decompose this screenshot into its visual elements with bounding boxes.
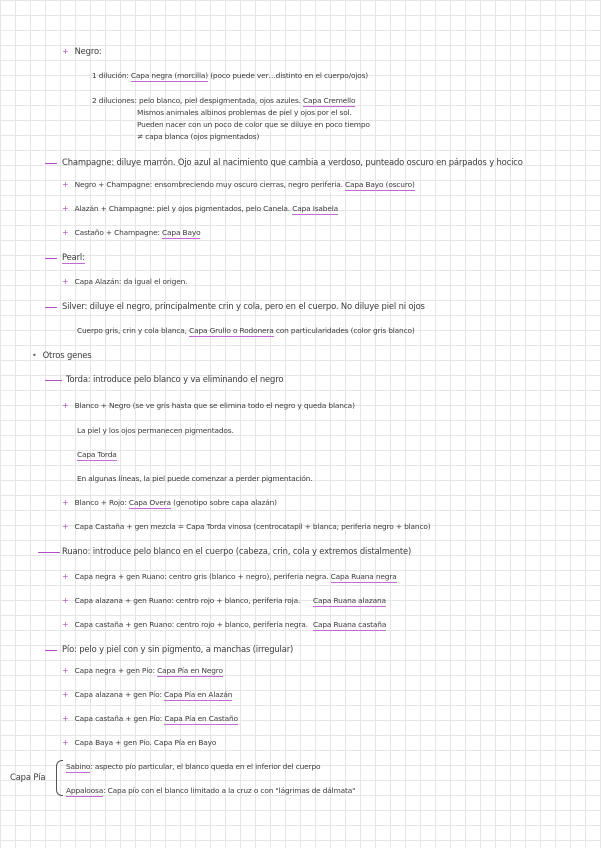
ruano-castana-line bbox=[62, 620, 308, 630]
capa-pia-label: Capa Pía bbox=[10, 772, 46, 782]
ruano-alazana-line bbox=[62, 596, 300, 606]
ruano-alazana-text: Capa alazana + gen Ruano: centro rojo + blanco, periferia roja. bbox=[74, 596, 301, 605]
dilucion2-line4: ≠ capa blanca (ojos pigmentados) bbox=[137, 132, 260, 141]
alazan-champagne-text: Alazán + Champagne: piel y ojos pigmentados, pelo Canela. bbox=[74, 204, 290, 213]
dilucion2-line bbox=[92, 96, 355, 106]
silver-sub-line bbox=[77, 326, 415, 336]
bullet-icon: + bbox=[62, 714, 69, 723]
ruano-line: Ruano: introduce pelo blanco en el cuerpo (cabeza, crin, cola y extremos distalmente) bbox=[62, 546, 412, 556]
pio-negra-line bbox=[62, 666, 223, 676]
pio-castana-highlight: Capa Pía en Castaño bbox=[164, 714, 238, 723]
torda-highlight-line bbox=[77, 450, 117, 460]
silver-line: Silver: diluye el negro, principalmente crin y cola, pero en el cuerpo. No diluye piel ni ojos bbox=[62, 301, 425, 311]
dot-bullet-icon: • bbox=[32, 351, 37, 360]
otros-genes-title: Otros genes bbox=[42, 350, 92, 360]
dash-marker bbox=[45, 258, 57, 259]
pio-castana-text: Capa castaña + gen Pío: bbox=[74, 714, 163, 723]
pearl-title: Pearl: bbox=[62, 252, 85, 262]
torda-rojo-rest: (genotipo sobre capa alazán) bbox=[173, 498, 277, 507]
dilucion1-label: 1 dilución: bbox=[92, 71, 129, 80]
pio-baya-text: Capa Baya + gen Pío. Capa Pía en Bayo bbox=[74, 738, 217, 747]
dilucion1-rest: (poco puede ver…distinto en el cuerpo/ojos) bbox=[210, 71, 369, 80]
bullet-icon: + bbox=[62, 401, 69, 410]
ruano-castana-text: Capa castaña + gen Ruano: centro rojo + blanco, periferia negra. bbox=[74, 620, 308, 629]
bullet-icon: + bbox=[62, 277, 69, 286]
pearl-sub-line bbox=[62, 277, 187, 287]
bullet-icon: + bbox=[62, 690, 69, 699]
torda-castano-text: Capa Castaña + gen mezcla = Capa Torda vinosa (centrocatapil + blanca; periferia negro + blanco) bbox=[74, 522, 431, 531]
castano-champagne-highlight: Capa Bayo bbox=[162, 228, 201, 237]
dilucion2-label: 2 diluciones: bbox=[92, 96, 137, 105]
ruano-alazana-highlight: Capa Ruana alazana bbox=[313, 596, 386, 605]
negro-champagne-line bbox=[62, 180, 415, 190]
sabino-line bbox=[66, 762, 320, 772]
bullet-icon: + bbox=[62, 596, 69, 605]
dash-marker bbox=[45, 380, 62, 381]
dash-marker bbox=[45, 163, 57, 164]
ruano-negra-highlight: Capa Ruana negra bbox=[330, 572, 397, 581]
negro-champagne-text: Negro + Champagne: ensombreciendo muy oscuro cierras, negro periferia. bbox=[74, 180, 343, 189]
champagne-line: Champagne: diluye marrón. Ojo azul al nacimiento que cambia a verdoso, punteado oscuro en párpados y hocico bbox=[62, 157, 523, 167]
pearl-sub-text: Capa Alazán: da igual el origen. bbox=[74, 277, 188, 286]
torda-highlight: Capa Torda bbox=[77, 450, 117, 459]
negro-heading bbox=[62, 46, 102, 57]
appaloosa-text: : Capa pío con el blanco limitado a la cruz o con "lágrimas de dálmata" bbox=[103, 786, 356, 795]
pearl-line bbox=[62, 252, 85, 262]
silver-sub-rest: con particularidades (color gris blanco) bbox=[275, 326, 415, 335]
torda-rojo-highlight: Capa Overa bbox=[128, 498, 171, 507]
torda-line1 bbox=[62, 401, 355, 411]
ruano-alazana-hl-line bbox=[313, 596, 386, 606]
bullet-icon: + bbox=[62, 666, 69, 675]
alazan-champagne-highlight: Capa Isabela bbox=[292, 204, 339, 213]
ruano-negra-text: Capa negra + gen Ruano: centro gris (blanco + negro), periferia negra. bbox=[74, 572, 329, 581]
dash-marker bbox=[38, 552, 60, 553]
pio-negra-text: Capa negra + gen Pío: bbox=[74, 666, 155, 675]
pio-alazana-text: Capa alazana + gen Pío: bbox=[74, 690, 162, 699]
dilucion2-line3: Pueden nacer con un poco de color que se diluye en poco tiempo bbox=[137, 120, 370, 129]
bullet-icon: + bbox=[62, 738, 69, 747]
appaloosa-highlight: Appaloosa bbox=[66, 786, 104, 795]
torda-line1-text: Blanco + Negro (se ve gris hasta que se elimina todo el negro y queda blanca) bbox=[74, 401, 355, 410]
dilucion1-highlight: Capa negra (morcilla) bbox=[130, 71, 208, 80]
negro-champagne-highlight: Capa Bayo (oscuro) bbox=[344, 180, 415, 189]
dilucion2-text: pelo blanco, piel despigmentada, ojos azules. bbox=[139, 96, 301, 105]
brace-icon bbox=[56, 760, 63, 796]
silver-sub-text: Cuerpo gris, crin y cola blanca, bbox=[77, 326, 187, 335]
pio-line: Pío: pelo y piel con y sin pigmento, a manchas (irregular) bbox=[62, 644, 294, 654]
bullet-icon: + bbox=[62, 204, 69, 213]
bullet-icon: + bbox=[62, 228, 69, 237]
sabino-highlight: Sabino bbox=[66, 762, 91, 771]
alazan-champagne-line bbox=[62, 204, 338, 214]
pio-alazana-line bbox=[62, 690, 232, 700]
castano-champagne-line bbox=[62, 228, 200, 238]
dash-marker bbox=[45, 307, 57, 308]
pio-castana-line bbox=[62, 714, 238, 724]
castano-champagne-text: Castaño + Champagne: bbox=[74, 228, 160, 237]
bullet-icon: + bbox=[62, 498, 69, 507]
torda-rojo-line bbox=[62, 498, 277, 508]
ruano-castana-hl-line bbox=[313, 620, 386, 630]
dilucion1-line bbox=[92, 71, 368, 81]
dash-marker bbox=[45, 650, 57, 651]
appaloosa-line bbox=[66, 786, 355, 796]
dilucion2-line2: Mismos animales albinos problemas de piel y ojos por el sol. bbox=[137, 108, 352, 117]
pio-alazana-highlight: Capa Pía en Alazán bbox=[164, 690, 233, 699]
bullet-icon: + bbox=[62, 522, 69, 531]
bullet-icon: + bbox=[62, 572, 69, 581]
dilucion2-highlight: Capa Cremello bbox=[303, 96, 356, 105]
bullet-icon: + bbox=[62, 180, 69, 189]
bullet-icon: + bbox=[62, 620, 69, 629]
bullet-icon: + bbox=[62, 47, 69, 56]
silver-sub-highlight: Capa Grullo o Rodonera bbox=[189, 326, 274, 335]
torda-rojo-text: Blanco + Rojo: bbox=[74, 498, 127, 507]
negro-title: Negro: bbox=[74, 46, 102, 56]
torda-line: Torda: introduce pelo blanco y va eliminando el negro bbox=[66, 374, 284, 384]
pio-baya-line bbox=[62, 738, 216, 748]
torda-line3: En algunas líneas, la piel puede comenzar a perder pigmentación. bbox=[77, 474, 313, 483]
pio-negra-highlight: Capa Pía en Negro bbox=[157, 666, 223, 675]
sabino-text: : aspecto pío particular, el blanco queda en el inferior del cuerpo bbox=[90, 762, 321, 771]
ruano-castana-highlight: Capa Ruana castaña bbox=[313, 620, 387, 629]
otros-genes-line bbox=[32, 350, 92, 361]
torda-line2: La piel y los ojos permanecen pigmentados. bbox=[77, 426, 234, 435]
torda-castano-line bbox=[62, 522, 430, 532]
ruano-negra-line bbox=[62, 572, 397, 582]
